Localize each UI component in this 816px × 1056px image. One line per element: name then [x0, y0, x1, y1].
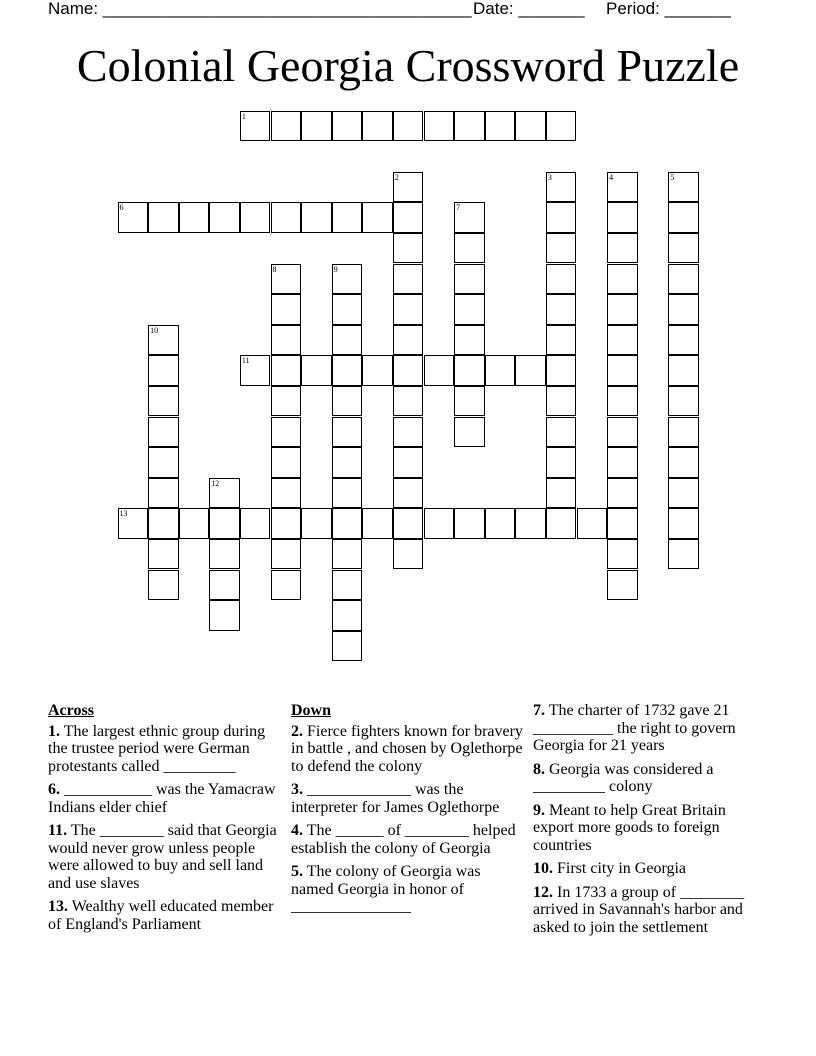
- clue-text: First city in Georgia: [553, 860, 687, 877]
- grid-cell[interactable]: [393, 233, 424, 264]
- grid-cell[interactable]: [271, 539, 302, 570]
- clue-number-label: 6: [119, 203, 124, 213]
- clue-item: [48, 822, 284, 892]
- name-field[interactable]: Name: _______________________________________: [48, 0, 472, 18]
- grid-cell[interactable]: [271, 325, 302, 356]
- grid-cell[interactable]: [454, 111, 485, 142]
- grid-cell[interactable]: [271, 417, 302, 448]
- grid-cell[interactable]: [546, 386, 577, 417]
- grid-cell[interactable]: [179, 508, 210, 539]
- grid-cell[interactable]: [332, 600, 363, 631]
- grid-cell[interactable]: [485, 355, 516, 386]
- grid-cell[interactable]: [454, 355, 485, 386]
- grid-cell[interactable]: [332, 355, 363, 386]
- grid-cell[interactable]: [546, 417, 577, 448]
- grid-cell[interactable]: [546, 111, 577, 142]
- grid-cell[interactable]: [454, 294, 485, 325]
- grid-cell[interactable]: [607, 202, 638, 233]
- grid-cell[interactable]: [393, 508, 424, 539]
- grid-cell[interactable]: [424, 111, 455, 142]
- grid-cell[interactable]: [546, 294, 577, 325]
- clue-number-label: 4: [609, 172, 614, 182]
- grid-cell[interactable]: [148, 417, 179, 448]
- clue-text: Wealthy well educated member of England's Parliament: [48, 898, 274, 933]
- down-clues: [291, 702, 527, 922]
- clue-number: 10.: [533, 860, 553, 877]
- grid-cell[interactable]: [607, 478, 638, 509]
- clue-item: [533, 702, 769, 755]
- grid-cell[interactable]: [271, 508, 302, 539]
- grid-cell[interactable]: [607, 539, 638, 570]
- down-heading: Down: [291, 702, 332, 719]
- grid-cell[interactable]: [546, 202, 577, 233]
- clue-number-label: 1: [241, 111, 246, 121]
- grid-cell[interactable]: [240, 202, 271, 233]
- grid-cell[interactable]: [209, 508, 240, 539]
- clue-number-label: 10: [150, 325, 159, 335]
- across-heading: Across: [48, 702, 94, 719]
- clue-number-label: 12: [211, 478, 220, 488]
- grid-cell[interactable]: [301, 508, 332, 539]
- period-field[interactable]: Period: _______: [606, 0, 731, 18]
- grid-cell[interactable]: [362, 202, 393, 233]
- clue-number-label: 3: [547, 172, 552, 182]
- clue-item: [48, 898, 284, 933]
- page-title: Colonial Georgia Crossword Puzzle: [76, 40, 740, 91]
- clue-number: 2.: [291, 722, 303, 740]
- clue-item: [533, 860, 769, 878]
- grid-cell[interactable]: [148, 508, 179, 539]
- grid-cell[interactable]: [393, 264, 424, 295]
- grid-cell[interactable]: [271, 355, 302, 386]
- clue-number: 6.: [48, 781, 60, 798]
- clue-item: [291, 781, 527, 816]
- grid-cell[interactable]: [362, 111, 393, 142]
- grid-cell[interactable]: [271, 294, 302, 325]
- clue-text: The ______ of ________ helped establish the colony of Georgia: [291, 822, 516, 857]
- clue-item: [291, 723, 527, 776]
- grid-cell[interactable]: [668, 325, 699, 356]
- clue-item: [533, 761, 769, 796]
- clue-text: The ________ said that Georgia would never grow unless people were allowed to buy and sell land and use slaves: [48, 822, 277, 892]
- grid-cell[interactable]: [148, 202, 179, 233]
- across-clues: [48, 702, 284, 939]
- grid-cell[interactable]: [271, 202, 302, 233]
- grid-cell[interactable]: [424, 355, 455, 386]
- grid-cell[interactable]: [301, 202, 332, 233]
- grid-cell[interactable]: [454, 325, 485, 356]
- clue-number-label: 9: [333, 264, 338, 274]
- grid-cell[interactable]: [607, 417, 638, 448]
- grid-cell[interactable]: [454, 264, 485, 295]
- grid-cell[interactable]: [271, 570, 302, 601]
- clue-text: The colony of Georgia was named Georgia in honor of _______________: [291, 863, 481, 915]
- grid-cell[interactable]: [485, 508, 516, 539]
- date-field[interactable]: Date: _______: [473, 0, 585, 18]
- grid-cell[interactable]: [668, 478, 699, 509]
- clue-number: 13.: [48, 898, 68, 915]
- grid-cell[interactable]: [607, 386, 638, 417]
- grid-cell[interactable]: [668, 508, 699, 539]
- grid-cell[interactable]: [607, 570, 638, 601]
- clue-number: 3.: [291, 781, 303, 798]
- grid-cell[interactable]: [209, 570, 240, 601]
- clue-item: [48, 781, 284, 816]
- clue-text: Meant to help Great Britain export more goods to foreign countries: [533, 801, 726, 854]
- clue-number-label: 13: [119, 509, 128, 519]
- clue-text: _____________ was the interpreter for James Oglethorpe: [291, 781, 500, 816]
- grid-cell[interactable]: [668, 386, 699, 417]
- grid-cell[interactable]: [424, 508, 455, 539]
- grid-cell[interactable]: [607, 233, 638, 264]
- grid-cell[interactable]: [362, 355, 393, 386]
- grid-cell[interactable]: [332, 570, 363, 601]
- grid-cell[interactable]: [668, 264, 699, 295]
- grid-cell[interactable]: [393, 355, 424, 386]
- clue-item: [291, 863, 527, 916]
- grid-cell[interactable]: [271, 386, 302, 417]
- grid-cell[interactable]: [332, 447, 363, 478]
- grid-cell[interactable]: [607, 447, 638, 478]
- grid-cell[interactable]: [148, 386, 179, 417]
- grid-cell[interactable]: [209, 539, 240, 570]
- grid-cell[interactable]: [546, 508, 577, 539]
- grid-cell[interactable]: [668, 417, 699, 448]
- clue-number: 1.: [48, 722, 60, 740]
- grid-cell[interactable]: [393, 111, 424, 142]
- grid-cell[interactable]: [607, 264, 638, 295]
- grid-cell[interactable]: [668, 355, 699, 386]
- grid-cell[interactable]: [607, 294, 638, 325]
- grid-cell[interactable]: [393, 417, 424, 448]
- clue-number-label: 8: [272, 264, 277, 274]
- grid-cell[interactable]: [148, 570, 179, 601]
- clue-number-label: 11: [241, 356, 250, 366]
- grid-cell[interactable]: [332, 417, 363, 448]
- grid-cell[interactable]: [668, 294, 699, 325]
- grid-cell[interactable]: [546, 478, 577, 509]
- grid-cell[interactable]: [393, 478, 424, 509]
- grid-cell[interactable]: [148, 355, 179, 386]
- grid-cell[interactable]: [454, 508, 485, 539]
- clue-number-label: 5: [670, 172, 675, 182]
- grid-cell[interactable]: [148, 478, 179, 509]
- grid-cell[interactable]: [546, 325, 577, 356]
- grid-cell[interactable]: [668, 447, 699, 478]
- grid-cell[interactable]: [607, 355, 638, 386]
- grid-cell[interactable]: [393, 539, 424, 570]
- grid-cell[interactable]: [393, 447, 424, 478]
- grid-cell[interactable]: [332, 539, 363, 570]
- grid-cell[interactable]: [515, 355, 546, 386]
- clue-item: [48, 723, 284, 776]
- grid-cell[interactable]: [332, 202, 363, 233]
- grid-cell[interactable]: [332, 386, 363, 417]
- grid-cell[interactable]: [301, 111, 332, 142]
- grid-cell[interactable]: [332, 111, 363, 142]
- grid-cell[interactable]: [148, 539, 179, 570]
- grid-cell[interactable]: [209, 202, 240, 233]
- grid-cell[interactable]: [454, 386, 485, 417]
- clue-number: 8.: [533, 760, 545, 778]
- grid-cell[interactable]: [393, 325, 424, 356]
- grid-cell[interactable]: [271, 111, 302, 142]
- grid-cell[interactable]: [515, 508, 546, 539]
- grid-cell[interactable]: [393, 386, 424, 417]
- clue-number: 7.: [533, 702, 545, 719]
- clue-text: Fierce fighters known for bravery in battle , and chosen by Oglethorpe to defend the colony: [291, 722, 523, 775]
- grid-cell[interactable]: [577, 508, 608, 539]
- grid-cell[interactable]: [240, 508, 271, 539]
- grid-cell[interactable]: [332, 631, 363, 662]
- clue-item: [291, 822, 527, 857]
- clue-number: 4.: [291, 822, 303, 839]
- grid-cell[interactable]: [454, 417, 485, 448]
- grid-cell[interactable]: [271, 447, 302, 478]
- grid-cell[interactable]: [393, 202, 424, 233]
- grid-cell[interactable]: [362, 508, 393, 539]
- grid-cell[interactable]: [668, 539, 699, 570]
- grid-cell[interactable]: [332, 478, 363, 509]
- clue-number: 11.: [48, 822, 68, 839]
- grid-cell[interactable]: [332, 294, 363, 325]
- grid-cell[interactable]: [607, 508, 638, 539]
- grid-cell[interactable]: [301, 355, 332, 386]
- clue-item: [533, 884, 769, 937]
- grid-cell[interactable]: [546, 355, 577, 386]
- clue-number-label: 7: [456, 203, 461, 213]
- grid-cell[interactable]: [546, 233, 577, 264]
- grid-cell[interactable]: [271, 478, 302, 509]
- clue-text: The charter of 1732 gave 21 __________ the right to govern Georgia for 21 years: [533, 702, 736, 754]
- grid-cell[interactable]: [668, 233, 699, 264]
- grid-cell[interactable]: [209, 600, 240, 631]
- clue-item: [533, 802, 769, 855]
- grid-cell[interactable]: [546, 447, 577, 478]
- grid-cell[interactable]: [332, 508, 363, 539]
- grid-cell[interactable]: [454, 233, 485, 264]
- grid-cell[interactable]: [546, 264, 577, 295]
- grid-cell[interactable]: [393, 294, 424, 325]
- grid-cell[interactable]: [607, 325, 638, 356]
- clue-text: ___________ was the Yamacraw Indians elder chief: [48, 781, 276, 816]
- down-clues-continued: [533, 702, 769, 942]
- clue-number: 12.: [533, 883, 553, 901]
- grid-cell[interactable]: [668, 202, 699, 233]
- clue-text: In 1733 a group of ________ arrived in Savannah's harbor and asked to join the settlement: [533, 883, 745, 936]
- grid-cell[interactable]: [485, 111, 516, 142]
- clue-number: 5.: [291, 863, 303, 880]
- clue-number: 9.: [533, 801, 545, 819]
- grid-cell[interactable]: [179, 202, 210, 233]
- grid-cell[interactable]: [148, 447, 179, 478]
- clue-text: The largest ethnic group during the trustee period were German protestants called _________: [48, 722, 266, 775]
- clue-number-label: 2: [394, 172, 399, 182]
- grid-cell[interactable]: [332, 325, 363, 356]
- clue-text: Georgia was considered a _________ colony: [533, 760, 714, 795]
- grid-cell[interactable]: [515, 111, 546, 142]
